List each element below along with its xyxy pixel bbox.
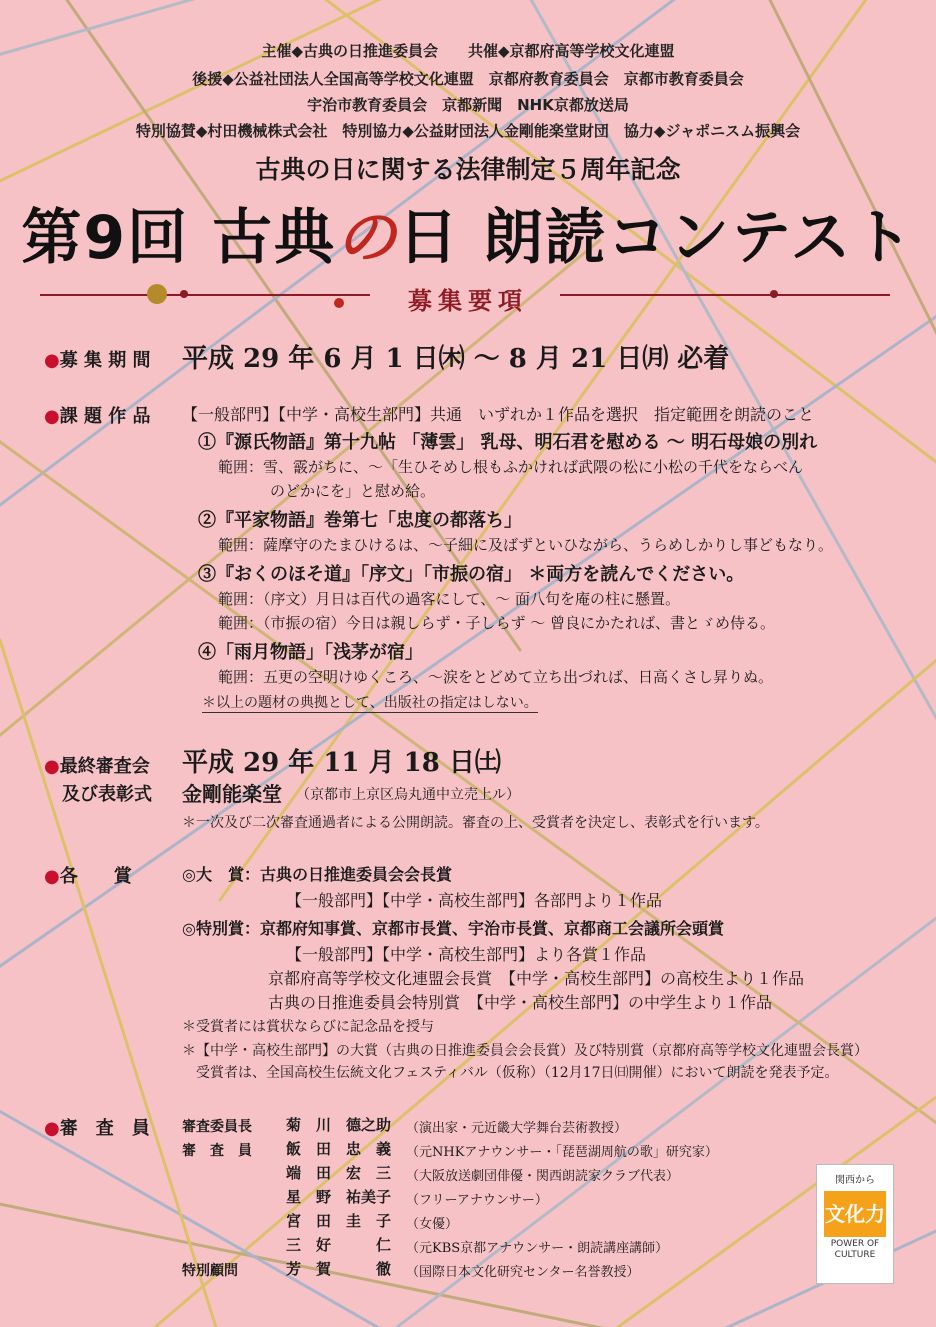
final-address: （京都市上京区烏丸通中立売上ル） <box>296 787 520 803</box>
judge-role: 審査委員長 <box>182 1119 252 1135</box>
bullet-icon: ● <box>44 866 60 887</box>
power-of-culture-logo <box>816 1164 894 1284</box>
award-grand: ◎大 賞：古典の日推進委員会会長賞 <box>182 865 452 884</box>
final-date: 平成 29 年 11 月 18 日㈯ <box>182 748 501 778</box>
award-special-detail-1: 【一般部門】【中学・高校生部門】より各賞１作品 <box>286 945 647 964</box>
logo-en-1: POWER OF <box>830 1239 880 1249</box>
event-subtitle: 古典の日に関する法律制定５周年記念 <box>255 155 681 184</box>
judge-desc: （大阪放送劇団俳優・関西朗読家クラブ代表） <box>406 1169 680 1184</box>
sponsor-line-support: 後援◆公益社団法人全国高等学校文化連盟 京都府教育委員会 京都市教育委員会 <box>192 70 744 88</box>
work-2-title: ②『平家物語』巻第七「忠度の都落ち」 <box>198 510 522 531</box>
bullet-icon: ● <box>44 756 60 777</box>
logo-en-2: CULTURE <box>834 1250 876 1260</box>
work-4-title: ④「雨月物語」「浅茅が宿」 <box>198 642 423 663</box>
award-special: ◎特別賞：京都府知事賞、京都市長賞、宇治市長賞、京都商工会議所会頭賞 <box>182 919 724 938</box>
judge-name: 星 野 祐美子 <box>286 1188 392 1206</box>
final-label-2: 及び表彰式 <box>62 784 152 805</box>
logo-main-text: 文化力 <box>824 1191 886 1237</box>
event-title <box>0 190 936 276</box>
judge-role: 審 査 員 <box>182 1143 252 1159</box>
bullet-icon: ● <box>44 350 60 371</box>
works-intro: 【一般部門】【中学・高校生部門】共通 いずれか１作品を選択 指定範囲を朗読のこと <box>182 405 815 424</box>
award-note-1: ＊受賞者には賞状ならびに記念品を授与 <box>182 1019 434 1035</box>
title-no-mark: の <box>336 203 399 273</box>
works-label: ●課 題 作 品 <box>44 406 151 427</box>
work-3-title: ③『おくのほそ道』「序文」「市振の宿」 ＊両方を読んでください。 <box>198 564 745 585</box>
work-1-range: 範囲：雪、霰がちに、～「生ひそめし根もふかければ武隈の松に小松の千代をならべん <box>218 458 804 476</box>
judge-name: 端 田 宏 三 <box>286 1164 392 1182</box>
works-note: ＊以上の題材の典拠として、出版社の指定はしない。 <box>202 695 538 711</box>
judge-name: 宮 田 圭 子 <box>286 1212 392 1230</box>
awards-label: ●各 賞 <box>44 866 132 887</box>
work-3-range-1: 範囲：（序文）月日は百代の過客にして、～ 面八句を庵の柱に懸置。 <box>218 590 680 608</box>
award-note-3: 受賞者は、全国高校生伝統文化フェスティバル（仮称）（12月17日㈰開催）において朗読を発表予定。 <box>196 1065 839 1081</box>
award-special-detail-3: 古典の日推進委員会特別賞 【中学・高校生部門】の中学生より１作品 <box>268 993 773 1012</box>
judge-desc: （女優） <box>406 1217 459 1232</box>
judges-label: ●審 査 員 <box>44 1118 150 1139</box>
final-note: ＊一次及び二次審査通過者による公開朗読。審査の上、受賞者を決定し、表彰式を行います。 <box>182 815 769 831</box>
work-2-range: 範囲：薩摩守のたまひけるは、～子細に及ばずといひながら、うらめしかりし事どもなり。 <box>218 536 834 554</box>
judge-desc: （元KBS京都アナウンサー・朗読講座講師） <box>406 1241 669 1256</box>
work-3-range-2: 範囲：（市振の宿）今日は親しらず・子しらず ～ 曾良にかたれば、書とゞめ侍る。 <box>218 614 776 632</box>
final-label: ●最終審査会 <box>44 756 150 777</box>
bullet-icon: ● <box>44 406 60 427</box>
award-note-2: ＊【中学・高校生部門】の大賞（古典の日推進委員会会長賞）及び特別賞（京都府高等学校文化連盟会長賞） <box>182 1043 868 1059</box>
logo-top-text: 関西から <box>835 1175 875 1186</box>
title-part-b: 日 朗読コンテスト <box>398 203 915 273</box>
sponsor-line-cooperation: 特別協賛◆村田機械株式会社 特別協力◆公益財団法人金剛能楽堂財団 協力◆ジャポニスム振興会 <box>135 122 801 140</box>
award-special-detail-2: 京都府高等学校文化連盟会長賞 【中学・高校生部門】の高校生より１作品 <box>268 969 805 988</box>
award-grand-detail: 【一般部門】【中学・高校生部門】各部門より１作品 <box>286 891 663 910</box>
sponsor-line-support-2: 宇治市教育委員会 京都新聞 NHK京都放送局 <box>307 96 629 114</box>
title-part-a: 第9回 古典 <box>21 203 337 273</box>
sponsor-line-organizer: 主催◆古典の日推進委員会 共催◆京都府高等学校文化連盟 <box>261 42 675 60</box>
judge-desc: （演出家・元近畿大学舞台芸術教授） <box>406 1121 628 1136</box>
period-label: ●募 集 期 間 <box>44 350 151 371</box>
judge-desc: （国際日本文化研究センター名誉教授） <box>406 1265 640 1280</box>
bullet-icon: ● <box>44 1118 60 1139</box>
judge-name: 飯 田 忠 義 <box>286 1140 392 1158</box>
judge-name: 三 好 仁 <box>286 1236 392 1254</box>
judge-desc: （フリーアナウンサー） <box>406 1193 548 1208</box>
recruitment-heading: 募集要項 <box>408 286 528 315</box>
period-value: 平成 29 年 6 月 1 日㈭ ～ 8 月 21 日㈪ 必着 <box>182 344 730 374</box>
work-1-title: ①『源氏物語』第十九帖 「薄雲」 乳母、明石君を慰める ～ 明石母娘の別れ <box>198 432 818 453</box>
work-1-range-cont: のどかにを」と慰め給。 <box>270 482 436 500</box>
judge-role: 特別顧問 <box>182 1263 238 1279</box>
final-venue: 金剛能楽堂 <box>182 782 282 806</box>
work-4-range: 範囲：五更の空明けゆくころ、～涙をとどめて立ち出づれば、日高くさし昇りぬ。 <box>218 668 774 686</box>
judge-name: 芳 賀 徹 <box>286 1260 392 1278</box>
judge-name: 菊 川 德之助 <box>286 1116 392 1134</box>
judge-desc: （元NHKアナウンサー・「琵琶湖周航の歌」研究家） <box>406 1145 718 1160</box>
